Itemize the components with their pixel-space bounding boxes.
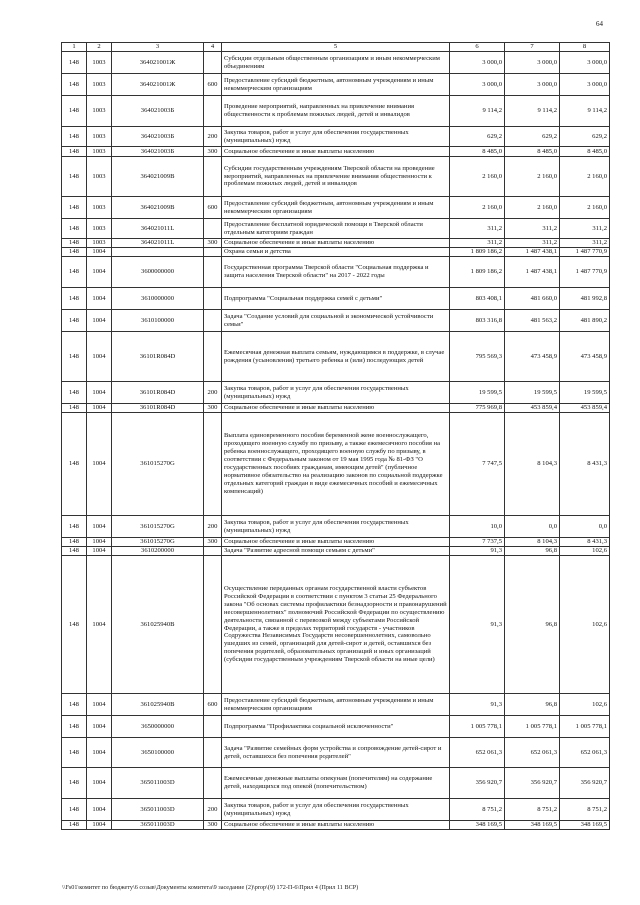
cell-amount-col8: 481 890,2 xyxy=(560,310,610,332)
cell-amount-col7: 2 160,0 xyxy=(505,197,560,219)
table-row xyxy=(62,821,610,830)
cell-description: Социальное обеспечение и иные выплаты населению xyxy=(222,821,450,830)
cell-description: Закупка товаров, работ и услуг для обеспечения государственных (муниципальных) нужд xyxy=(222,799,450,821)
column-header: 1 xyxy=(62,43,87,52)
cell-description: Предоставление субсидий бюджетным, автономным учреждениям и иным некоммерческим организациям xyxy=(222,197,450,219)
cell-target-article: 3600000000 xyxy=(112,257,204,288)
cell-amount-col8: 629,2 xyxy=(560,127,610,147)
cell-expense-type: 300 xyxy=(204,821,222,830)
cell-amount-col8: 8 431,3 xyxy=(560,538,610,547)
cell-expense-type xyxy=(204,157,222,197)
cell-expense-type xyxy=(204,547,222,556)
cell-amount-col7: 96,8 xyxy=(505,694,560,716)
cell-amount-col8: 0,0 xyxy=(560,516,610,538)
table-row xyxy=(62,239,610,248)
cell-admin-code: 148 xyxy=(62,694,87,716)
cell-amount-col7: 356 920,7 xyxy=(505,768,560,799)
cell-expense-type: 300 xyxy=(204,538,222,547)
cell-amount-col7: 311,2 xyxy=(505,239,560,248)
cell-amount-col6: 629,2 xyxy=(450,127,505,147)
cell-amount-col8: 1 487 770,9 xyxy=(560,257,610,288)
cell-section-code: 1003 xyxy=(87,197,112,219)
cell-admin-code: 148 xyxy=(62,239,87,248)
cell-expense-type: 600 xyxy=(204,197,222,219)
cell-expense-type xyxy=(204,332,222,382)
cell-amount-col8: 9 114,2 xyxy=(560,96,610,127)
cell-expense-type: 300 xyxy=(204,239,222,248)
cell-target-article: 3610100000 xyxy=(112,310,204,332)
cell-expense-type: 300 xyxy=(204,147,222,157)
cell-description: Осуществление переданных органам государственной власти субъектов Российской Федерации в соответствии с пунктом 3 статьи 25 Федерального закона "Об основах системы профилактики безнадзорности и правонарушений несовершеннолетних" полномочий Российской Федерации по осуществлению деятельности, связанной с перевозкой между субъектами Российской Федерации, а также в пределах территорий государств - участников Содружества Независимых Государств несовершеннолетних, самовольно ушедших из семей, организаций для детей-сирот и детей, оставшихся без попечения родителей, образовательных организаций и иных организаций (субсидии государственным учреждениям Тверской области на иные цели) xyxy=(222,556,450,694)
cell-amount-col7: 311,2 xyxy=(505,219,560,239)
cell-expense-type xyxy=(204,96,222,127)
cell-amount-col7: 1 487 438,1 xyxy=(505,257,560,288)
cell-admin-code: 148 xyxy=(62,52,87,74)
table-row xyxy=(62,404,610,413)
cell-description: Социальное обеспечение и иные выплаты населению xyxy=(222,239,450,248)
cell-target-article: 361015270G xyxy=(112,413,204,516)
cell-description: Предоставление субсидий бюджетным, автономным учреждениям и иным некоммерческим организациям xyxy=(222,694,450,716)
cell-admin-code: 148 xyxy=(62,768,87,799)
cell-amount-col8: 481 992,8 xyxy=(560,288,610,310)
table-row xyxy=(62,257,610,288)
cell-amount-col6: 3 000,0 xyxy=(450,74,505,96)
cell-target-article: 364021001Ж xyxy=(112,74,204,96)
cell-target-article: 364021009В xyxy=(112,157,204,197)
table-row xyxy=(62,694,610,716)
cell-target-article: 36101R084D xyxy=(112,382,204,404)
cell-admin-code: 148 xyxy=(62,738,87,768)
cell-section-code: 1004 xyxy=(87,556,112,694)
cell-section-code: 1003 xyxy=(87,147,112,157)
cell-amount-col7: 1 005 778,1 xyxy=(505,716,560,738)
cell-target-article: 364021003Б xyxy=(112,127,204,147)
cell-description: Проведение мероприятий, направленных на привлечение внимания общественности к проблемам пожилых людей, детей и инвалидов xyxy=(222,96,450,127)
cell-amount-col7: 3 000,0 xyxy=(505,52,560,74)
cell-description: Социальное обеспечение и иные выплаты населению xyxy=(222,404,450,413)
cell-description: Закупка товаров, работ и услуг для обеспечения государственных (муниципальных) нужд xyxy=(222,127,450,147)
footer-file-path: \\Fs01\комитет по бюджету\6 созыв\Документы комитета\9 заседание (2)\prop\(9) 172-П-6\Прил 4 (Прил 11 ВСР) xyxy=(62,884,359,891)
table-row xyxy=(62,538,610,547)
cell-description: Субсидии государственным учреждениям Тверской области на проведение мероприятий, направленных на привлечение внимания общественности к проблемам пожилых людей, детей и инвалидов xyxy=(222,157,450,197)
cell-amount-col8: 102,6 xyxy=(560,694,610,716)
cell-expense-type xyxy=(204,413,222,516)
cell-amount-col8: 19 599,5 xyxy=(560,382,610,404)
cell-amount-col7: 8 485,0 xyxy=(505,147,560,157)
table-row xyxy=(62,738,610,768)
column-header: 4 xyxy=(204,43,222,52)
table-row xyxy=(62,219,610,239)
cell-admin-code: 148 xyxy=(62,96,87,127)
cell-amount-col8: 652 061,3 xyxy=(560,738,610,768)
cell-admin-code: 148 xyxy=(62,404,87,413)
cell-section-code: 1003 xyxy=(87,239,112,248)
table-row xyxy=(62,127,610,147)
cell-target-article: 36101R084D xyxy=(112,404,204,413)
cell-section-code: 1004 xyxy=(87,694,112,716)
table-row xyxy=(62,197,610,219)
cell-amount-col7: 0,0 xyxy=(505,516,560,538)
table-row xyxy=(62,556,610,694)
cell-expense-type xyxy=(204,310,222,332)
cell-amount-col8: 348 169,5 xyxy=(560,821,610,830)
cell-amount-col6: 8 485,0 xyxy=(450,147,505,157)
cell-description: Субсидии отдельным общественным организациям и иным некоммерческим объединениям xyxy=(222,52,450,74)
cell-amount-col6: 311,2 xyxy=(450,219,505,239)
cell-description: Задача "Развитие адресной помощи семьям с детьми" xyxy=(222,547,450,556)
cell-amount-col6: 3 000,0 xyxy=(450,52,505,74)
cell-description: Выплата единовременного пособия беременной жене военнослужащего, проходящего военную службу по призыву, а также ежемесячного пособия на ребенка военнослужащего, проходящего военную службу по призыву, в соответствии с Федеральным законом от 19 мая 1995 года № 81-ФЗ "О государственных пособиях гражданам, имеющим детей" (публичное нормативное обязательство на реализацию законов по социальной поддержке отдельных категорий граждан в виде ежемесячных пособий и ежемесячных компенсаций) xyxy=(222,413,450,516)
cell-section-code: 1004 xyxy=(87,716,112,738)
cell-amount-col8: 102,6 xyxy=(560,556,610,694)
column-header: 7 xyxy=(505,43,560,52)
cell-section-code: 1004 xyxy=(87,738,112,768)
cell-section-code: 1004 xyxy=(87,799,112,821)
cell-target-article: 3650100000 xyxy=(112,738,204,768)
cell-amount-col6: 803 316,8 xyxy=(450,310,505,332)
cell-admin-code: 148 xyxy=(62,382,87,404)
cell-amount-col8: 8 751,2 xyxy=(560,799,610,821)
cell-amount-col7: 96,8 xyxy=(505,547,560,556)
cell-target-article: 365011003D xyxy=(112,768,204,799)
cell-section-code: 1004 xyxy=(87,547,112,556)
cell-section-code: 1004 xyxy=(87,404,112,413)
cell-amount-col7: 9 114,2 xyxy=(505,96,560,127)
cell-admin-code: 148 xyxy=(62,547,87,556)
cell-description: Социальное обеспечение и иные выплаты населению xyxy=(222,147,450,157)
cell-amount-col8: 453 859,4 xyxy=(560,404,610,413)
cell-expense-type: 600 xyxy=(204,74,222,96)
cell-target-article: 364021003Б xyxy=(112,96,204,127)
cell-amount-col8: 1 005 778,1 xyxy=(560,716,610,738)
cell-amount-col6: 803 408,1 xyxy=(450,288,505,310)
cell-admin-code: 148 xyxy=(62,288,87,310)
cell-expense-type: 200 xyxy=(204,382,222,404)
cell-expense-type: 200 xyxy=(204,127,222,147)
cell-description: Закупка товаров, работ и услуг для обеспечения государственных (муниципальных) нужд xyxy=(222,382,450,404)
cell-amount-col6: 91,3 xyxy=(450,556,505,694)
cell-description: Подпрограмма "Профилактика социальной исключенности" xyxy=(222,716,450,738)
cell-description: Государственная программа Тверской области "Социальная поддержка и защита населения Тверской области" на 2017 - 2022 годы xyxy=(222,257,450,288)
cell-expense-type: 200 xyxy=(204,799,222,821)
cell-amount-col6: 356 920,7 xyxy=(450,768,505,799)
cell-description: Подпрограмма "Социальная поддержка семей с детьми" xyxy=(222,288,450,310)
cell-amount-col6: 19 599,5 xyxy=(450,382,505,404)
cell-amount-col8: 3 000,0 xyxy=(560,74,610,96)
cell-section-code: 1004 xyxy=(87,310,112,332)
table-row xyxy=(62,288,610,310)
cell-amount-col6: 348 169,5 xyxy=(450,821,505,830)
cell-amount-col6: 91,3 xyxy=(450,694,505,716)
cell-target-article: 364021003Б xyxy=(112,147,204,157)
table-row xyxy=(62,547,610,556)
cell-admin-code: 148 xyxy=(62,716,87,738)
cell-section-code: 1003 xyxy=(87,96,112,127)
cell-amount-col7: 652 061,3 xyxy=(505,738,560,768)
cell-admin-code: 148 xyxy=(62,799,87,821)
table-row xyxy=(62,382,610,404)
cell-amount-col8: 8 485,0 xyxy=(560,147,610,157)
column-header: 6 xyxy=(450,43,505,52)
cell-section-code: 1004 xyxy=(87,768,112,799)
cell-amount-col8: 356 920,7 xyxy=(560,768,610,799)
table-row xyxy=(62,332,610,382)
cell-section-code: 1004 xyxy=(87,332,112,382)
cell-expense-type xyxy=(204,738,222,768)
cell-admin-code: 148 xyxy=(62,538,87,547)
cell-amount-col6: 91,3 xyxy=(450,547,505,556)
table-row xyxy=(62,799,610,821)
cell-target-article: 3610000000 xyxy=(112,288,204,310)
table-row xyxy=(62,768,610,799)
cell-amount-col6: 775 969,8 xyxy=(450,404,505,413)
cell-amount-col6: 1 809 186,2 xyxy=(450,257,505,288)
cell-section-code: 1004 xyxy=(87,382,112,404)
cell-description: Предоставление субсидий бюджетным, автономным учреждениям и иным некоммерческим организациям xyxy=(222,74,450,96)
cell-target-article xyxy=(112,248,204,257)
cell-target-article: 365011003D xyxy=(112,799,204,821)
cell-amount-col6: 2 160,0 xyxy=(450,197,505,219)
cell-section-code: 1004 xyxy=(87,516,112,538)
table-row xyxy=(62,248,610,257)
cell-amount-col8: 1 487 770,9 xyxy=(560,248,610,257)
table-row xyxy=(62,147,610,157)
cell-expense-type xyxy=(204,248,222,257)
cell-target-article: 365011003D xyxy=(112,821,204,830)
cell-admin-code: 148 xyxy=(62,219,87,239)
budget-table xyxy=(61,42,610,830)
cell-section-code: 1004 xyxy=(87,821,112,830)
page-number: 64 xyxy=(596,20,603,28)
cell-amount-col8: 8 431,3 xyxy=(560,413,610,516)
cell-target-article: 36101R084D xyxy=(112,332,204,382)
cell-amount-col7: 8 104,3 xyxy=(505,413,560,516)
cell-amount-col6: 795 569,3 xyxy=(450,332,505,382)
cell-admin-code: 148 xyxy=(62,413,87,516)
cell-amount-col7: 473 458,9 xyxy=(505,332,560,382)
cell-amount-col7: 481 660,0 xyxy=(505,288,560,310)
cell-admin-code: 148 xyxy=(62,310,87,332)
cell-section-code: 1004 xyxy=(87,413,112,516)
cell-target-article: 361015270G xyxy=(112,516,204,538)
cell-section-code: 1004 xyxy=(87,257,112,288)
cell-amount-col6: 10,0 xyxy=(450,516,505,538)
cell-amount-col6: 652 061,3 xyxy=(450,738,505,768)
cell-amount-col8: 102,6 xyxy=(560,547,610,556)
cell-target-article: 361025940В xyxy=(112,694,204,716)
cell-expense-type: 600 xyxy=(204,694,222,716)
cell-amount-col6: 1 809 186,2 xyxy=(450,248,505,257)
cell-amount-col7: 8 104,3 xyxy=(505,538,560,547)
table-row xyxy=(62,157,610,197)
cell-description: Предоставление бесплатной юридической помощи в Тверской области отдельным категориям граждан xyxy=(222,219,450,239)
cell-amount-col7: 3 000,0 xyxy=(505,74,560,96)
table-row xyxy=(62,716,610,738)
table-header-row xyxy=(62,43,610,52)
cell-amount-col6: 8 751,2 xyxy=(450,799,505,821)
cell-amount-col8: 2 160,0 xyxy=(560,157,610,197)
table-row xyxy=(62,52,610,74)
cell-amount-col7: 348 169,5 xyxy=(505,821,560,830)
cell-amount-col7: 1 487 438,1 xyxy=(505,248,560,257)
cell-admin-code: 148 xyxy=(62,147,87,157)
cell-admin-code: 148 xyxy=(62,197,87,219)
cell-admin-code: 148 xyxy=(62,516,87,538)
cell-amount-col7: 629,2 xyxy=(505,127,560,147)
cell-description: Ежемесячная денежная выплата семьям, нуждающимся в поддержке, в случае рождения (усыновления) третьего ребенка и (или) последующих детей xyxy=(222,332,450,382)
cell-target-article: 3610200000 xyxy=(112,547,204,556)
cell-section-code: 1003 xyxy=(87,52,112,74)
cell-section-code: 1004 xyxy=(87,248,112,257)
cell-description: Охрана семьи и детства xyxy=(222,248,450,257)
cell-target-article: 364021009В xyxy=(112,197,204,219)
cell-target-article: 3650000000 xyxy=(112,716,204,738)
cell-description: Задача "Создание условий для социальной и экономической устойчивости семьи" xyxy=(222,310,450,332)
cell-admin-code: 148 xyxy=(62,821,87,830)
table-row xyxy=(62,310,610,332)
cell-expense-type xyxy=(204,219,222,239)
cell-expense-type xyxy=(204,556,222,694)
cell-amount-col7: 19 599,5 xyxy=(505,382,560,404)
cell-amount-col8: 3 000,0 xyxy=(560,52,610,74)
cell-amount-col7: 8 751,2 xyxy=(505,799,560,821)
cell-admin-code: 148 xyxy=(62,157,87,197)
cell-target-article: 364021011L xyxy=(112,239,204,248)
cell-admin-code: 148 xyxy=(62,332,87,382)
cell-section-code: 1004 xyxy=(87,288,112,310)
cell-amount-col6: 2 160,0 xyxy=(450,157,505,197)
cell-amount-col6: 7 737,5 xyxy=(450,538,505,547)
cell-description: Социальное обеспечение и иные выплаты населению xyxy=(222,538,450,547)
column-header: 3 xyxy=(112,43,204,52)
cell-expense-type xyxy=(204,288,222,310)
cell-expense-type xyxy=(204,257,222,288)
cell-amount-col7: 2 160,0 xyxy=(505,157,560,197)
cell-expense-type xyxy=(204,768,222,799)
cell-target-article: 364021011L xyxy=(112,219,204,239)
cell-amount-col8: 311,2 xyxy=(560,239,610,248)
cell-description: Задача "Развитие семейных форм устройства и сопровождение детей-сирот и детей, оставшихся без попечения родителей" xyxy=(222,738,450,768)
cell-description: Закупка товаров, работ и услуг для обеспечения государственных (муниципальных) нужд xyxy=(222,516,450,538)
cell-amount-col7: 453 859,4 xyxy=(505,404,560,413)
cell-section-code: 1003 xyxy=(87,127,112,147)
table-row xyxy=(62,96,610,127)
cell-amount-col6: 1 005 778,1 xyxy=(450,716,505,738)
cell-amount-col8: 473 458,9 xyxy=(560,332,610,382)
table-row xyxy=(62,413,610,516)
cell-admin-code: 148 xyxy=(62,257,87,288)
cell-amount-col6: 7 747,5 xyxy=(450,413,505,516)
cell-section-code: 1003 xyxy=(87,74,112,96)
cell-section-code: 1003 xyxy=(87,157,112,197)
cell-section-code: 1003 xyxy=(87,219,112,239)
cell-admin-code: 148 xyxy=(62,248,87,257)
cell-amount-col7: 481 563,2 xyxy=(505,310,560,332)
cell-description: Ежемесячные денежные выплаты опекунам (попечителям) на содержание детей, находящихся под опекой (попечительством) xyxy=(222,768,450,799)
cell-expense-type xyxy=(204,52,222,74)
cell-admin-code: 148 xyxy=(62,74,87,96)
column-header: 8 xyxy=(560,43,610,52)
cell-target-article: 361025940В xyxy=(112,556,204,694)
cell-expense-type xyxy=(204,716,222,738)
cell-amount-col7: 96,8 xyxy=(505,556,560,694)
cell-target-article: 364021001Ж xyxy=(112,52,204,74)
cell-amount-col8: 2 160,0 xyxy=(560,197,610,219)
cell-expense-type: 300 xyxy=(204,404,222,413)
cell-admin-code: 148 xyxy=(62,556,87,694)
cell-admin-code: 148 xyxy=(62,127,87,147)
cell-target-article: 361015270G xyxy=(112,538,204,547)
cell-section-code: 1004 xyxy=(87,538,112,547)
cell-amount-col6: 9 114,2 xyxy=(450,96,505,127)
column-header: 2 xyxy=(87,43,112,52)
column-header: 5 xyxy=(222,43,450,52)
table-row xyxy=(62,74,610,96)
cell-amount-col6: 311,2 xyxy=(450,239,505,248)
cell-expense-type: 200 xyxy=(204,516,222,538)
cell-amount-col8: 311,2 xyxy=(560,219,610,239)
table-row xyxy=(62,516,610,538)
